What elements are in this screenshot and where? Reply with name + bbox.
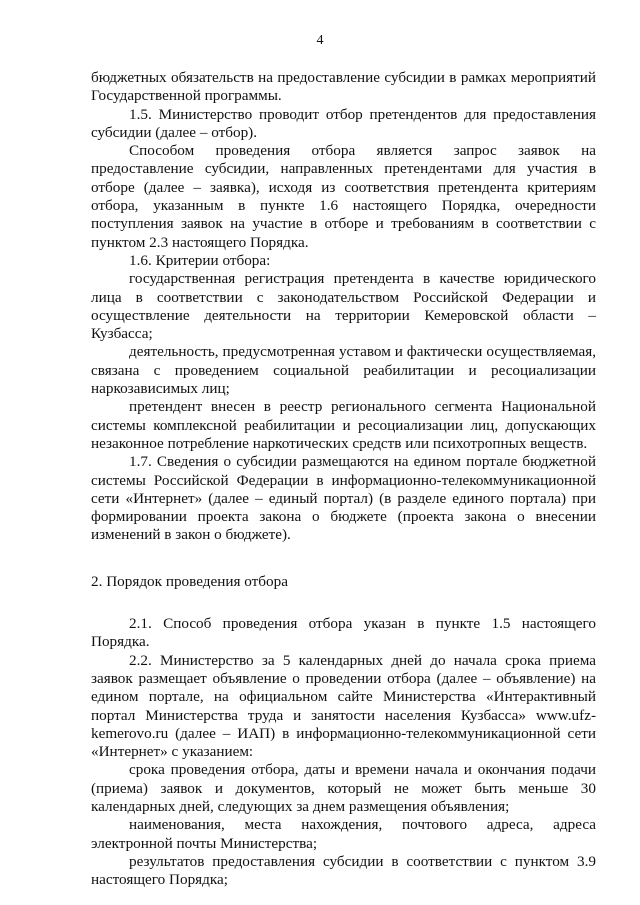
paragraph: 2.2. Министерство за 5 календарных дней до начала срока приема заявок размещает объявление о проведении отбора (далее – объявление) на едином портале, на официальном сайте Министерства «Интерактивный портал Министерства труда и занятости населения Кузбасса» www.ufz-kemerovo.ru (далее – ИАП) в информационно-телекоммуникационной сети «Интернет» с указанием: (91, 651, 596, 761)
paragraph: результатов предоставления субсидии в соответствии с пунктом 3.9 настоящего Порядка; (91, 852, 596, 889)
paragraph: 2.1. Способ проведения отбора указан в пункте 1.5 настоящего Порядка. (91, 615, 596, 651)
paragraph: 1.7. Сведения о субсидии размещаются на едином портале бюджетной системы Российской Федерации в информационно-телекоммуникационной сети «Интернет» (далее – единый портал) (в разделе единого портала) при формировании проекта закона о бюджете (проекта закона о внесении изменений в закон о бюджете). (91, 453, 596, 544)
paragraph: бюджетных обязательств на предоставление субсидии в рамках мероприятий Государственной программы. (91, 69, 596, 105)
paragraph: 1.5. Министерство проводит отбор претендентов для предоставления субсидии (далее – отбор). (91, 105, 596, 141)
paragraph: наименования, места нахождения, почтового адреса, адреса электронной почты Министерства; (91, 816, 596, 852)
page-number: 4 (316, 33, 324, 48)
paragraph: претендент внесен в реестр регионального сегмента Национальной системы комплексной реабилитации и ресоциализации лиц, допускающих незаконное потребление наркотических средств или психотропных веществ. (91, 398, 596, 452)
section-heading: 2. Порядок проведения отбора (91, 572, 288, 590)
document-body (91, 69, 596, 889)
paragraph: государственная регистрация претендента в качестве юридического лица в соответствии с законодательством Российской Федерации и осуществление деятельности на территории Кемеровской области – Кузбасса; (91, 270, 596, 343)
paragraph: срока проведения отбора, даты и времени начала и окончания подачи (приема) заявок и документов, который не может быть меньше 30 календарных дней, следующих за днем размещения объявления; (91, 761, 596, 815)
paragraph: 1.6. Критерии отбора: (129, 251, 271, 269)
paragraph: деятельность, предусмотренная уставом и фактически осуществляемая, связана с проведением социальной реабилитации и ресоциализации наркозависимых лиц; (91, 343, 596, 398)
paragraph: Способом проведения отбора является запрос заявок на предоставление субсидии, направленных претендентами для участия в отборе (далее – заявка), исходя из соответствия претендента критериям отбора, указанным в пункте 1.6 настоящего Порядка, очередности поступления заявок на участие в отборе и требованиям в соответствии с пунктом 2.3 настоящего Порядка. (91, 142, 596, 251)
